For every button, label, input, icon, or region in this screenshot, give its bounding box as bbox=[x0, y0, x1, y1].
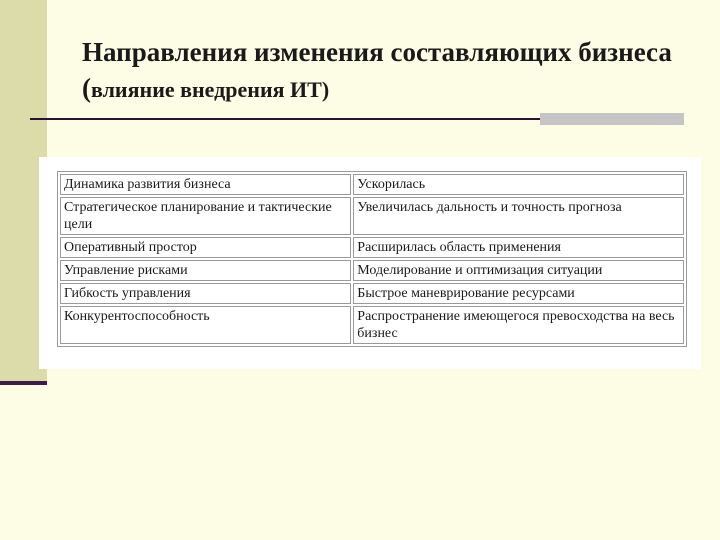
slide-title bbox=[82, 34, 682, 108]
table-cell-area: Динамика развития бизнеса bbox=[60, 174, 351, 195]
table-row bbox=[60, 260, 684, 281]
table-cell-area: Стратегическое планирование и тактические цели bbox=[60, 197, 351, 235]
table-cell-change: Расширилась область применения bbox=[353, 237, 684, 258]
table-cell-change: Быстрое маневрирование ресурсами bbox=[353, 283, 684, 304]
left-accent-underline bbox=[0, 381, 47, 385]
title-divider-accent bbox=[540, 113, 684, 125]
table-cell-change: Увеличилась дальность и точность прогноза bbox=[353, 197, 684, 235]
table-row bbox=[60, 306, 684, 344]
table-cell-change: Ускорилась bbox=[353, 174, 684, 195]
table-panel bbox=[39, 157, 701, 369]
table-row bbox=[60, 197, 684, 235]
table-cell-area: Оперативный простор bbox=[60, 237, 351, 258]
table-row bbox=[60, 174, 684, 195]
table-row bbox=[60, 283, 684, 304]
it-impact-table bbox=[57, 171, 687, 347]
title-divider bbox=[30, 118, 540, 120]
slide-title-main: Направления изменения составляющих бизнеса ( bbox=[82, 37, 672, 103]
table-cell-area: Гибкость управления bbox=[60, 283, 351, 304]
table-cell-area: Конкурентоспособность bbox=[60, 306, 351, 344]
table-cell-change: Распространение имеющегося превосходства на весь бизнес bbox=[353, 306, 684, 344]
table-cell-area: Управление рисками bbox=[60, 260, 351, 281]
table-cell-change: Моделирование и оптимизация ситуации bbox=[353, 260, 684, 281]
slide-title-sub: влияние внедрения ИТ) bbox=[91, 77, 330, 102]
table-row bbox=[60, 237, 684, 258]
